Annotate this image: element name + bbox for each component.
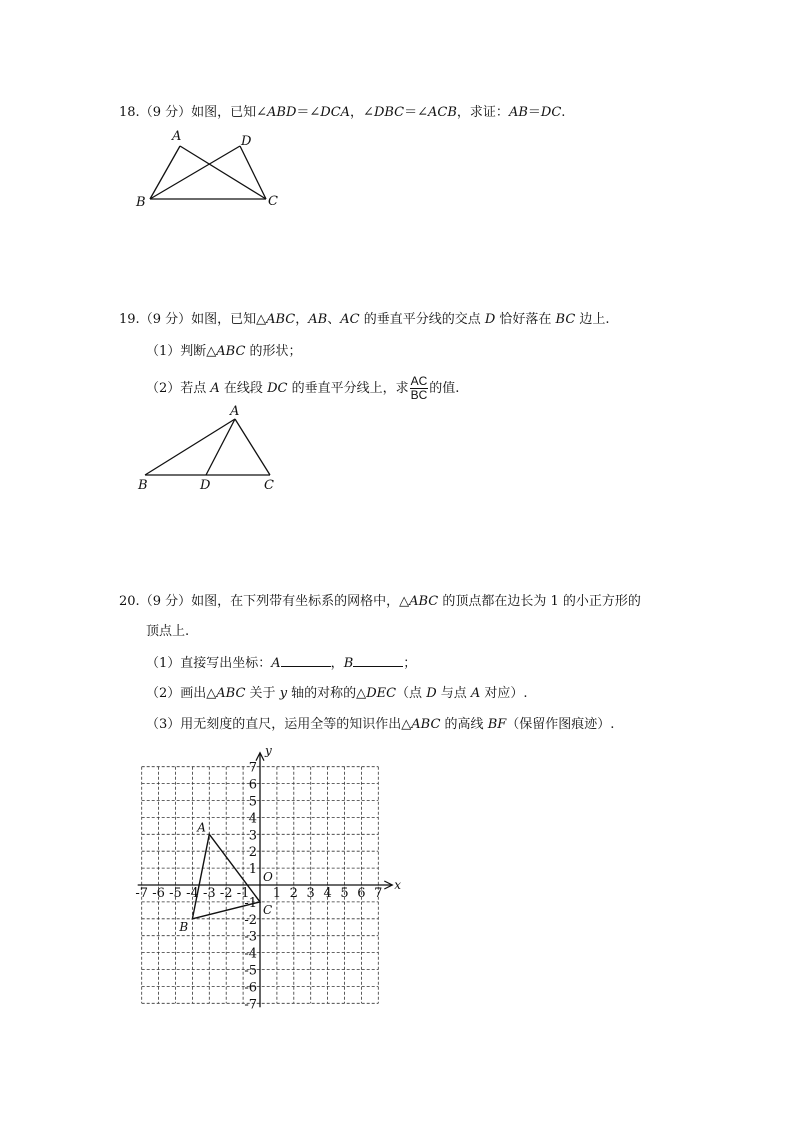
q18-label-D: D <box>241 134 252 149</box>
q18-label-A: A <box>172 129 182 144</box>
q20-sub2 <box>146 685 528 703</box>
x-axis-label: x <box>394 878 402 892</box>
q18-figure <box>130 128 290 218</box>
x-tick-label: 3 <box>306 886 315 901</box>
q20-sub2-d: y <box>279 686 288 701</box>
x-tick-label: 4 <box>323 886 332 901</box>
q20-p1: 如图，在下列带有坐标系的网格中，△ <box>191 594 410 609</box>
x-tick-label: 1 <box>272 886 282 901</box>
q20-sub1-a: （1）直接写出坐标： <box>146 656 272 671</box>
x-tick-label: 5 <box>340 886 349 901</box>
q19-seg-AC <box>235 419 270 475</box>
y-tick-label: -5 <box>244 963 257 979</box>
q18-prompt: 如图，已知∠ <box>191 105 267 120</box>
q19-label-B: B <box>138 478 148 493</box>
q19-p9: 恰好落在 <box>495 312 556 327</box>
q18-label-C: C <box>268 194 278 209</box>
q19-sub2-b: A <box>210 381 220 396</box>
q19-p5: 、 <box>327 312 341 327</box>
q18-t9: AB <box>508 105 528 120</box>
q19-label-D: D <box>200 478 211 493</box>
q18-number: 18. <box>119 105 140 120</box>
q20-sub2-j: A <box>470 686 481 701</box>
q18-seg-BA <box>150 146 180 199</box>
q20-sub2-f: DEC <box>366 686 397 701</box>
x-tick-label: -3 <box>202 886 216 901</box>
q19-sub2-d: DC <box>267 381 288 396</box>
x-tick-label: -4 <box>186 886 199 901</box>
q19-number: 19. <box>119 312 140 327</box>
q19-p7: 的垂直平分线的交点 <box>359 312 485 327</box>
q18-t2: ＝∠ <box>296 105 321 120</box>
q20-sub2-h: D <box>426 686 437 701</box>
q20-answer-blank-B[interactable] <box>353 654 403 667</box>
q19-p1: 如图，已知△ <box>191 312 267 327</box>
x-tick-label: 2 <box>289 886 298 901</box>
y-tick-label: -7 <box>244 997 257 1013</box>
y-tick-label: 1 <box>248 862 257 878</box>
x-tick-label: -7 <box>135 886 149 901</box>
y-tick-label: 3 <box>248 828 257 844</box>
q20-sub2-g: （点 <box>396 686 427 701</box>
q20-sub1-b: A <box>271 656 281 671</box>
x-tick-label: -1 <box>236 886 250 901</box>
q19-label-A: A <box>230 404 240 419</box>
q18-score: （9 分） <box>139 105 192 120</box>
q18-t3: DCA <box>320 105 351 120</box>
q20-score: （9 分） <box>139 594 192 609</box>
q20-sub3-e: （保留作图痕迹）. <box>506 717 615 732</box>
q20-p3: 的顶点都在边长为 1 的小正方形的 <box>438 594 641 609</box>
x-tick-label: 6 <box>357 886 366 901</box>
q20-p4: 顶点上. <box>146 624 190 639</box>
y-tick-label: 6 <box>248 777 257 793</box>
y-tick-label: 5 <box>248 794 257 810</box>
q19-sub2-e: 的垂直平分线上，求 <box>287 381 409 396</box>
q19-seg-BA <box>145 419 235 475</box>
q18-t4: ，∠ <box>350 105 374 120</box>
q20-sub3-d: BF <box>487 717 507 732</box>
q19-p2: ABC <box>266 312 296 327</box>
q20-number: 20. <box>119 594 140 609</box>
q19-sub1-a: （1）判断△ <box>146 344 217 359</box>
q20-sub3 <box>146 716 614 734</box>
y-tick-label: -2 <box>244 912 257 928</box>
y-tick-label: -3 <box>244 929 257 945</box>
q19-sub2-c: 在线段 <box>219 381 268 396</box>
q18-t7: ACB <box>428 105 457 120</box>
q19-score: （9 分） <box>139 312 192 327</box>
vertex-label-B: B <box>179 919 189 934</box>
y-tick-label: -1 <box>244 895 257 911</box>
y-tick-label: 4 <box>248 811 257 827</box>
q18-t8: ，求证： <box>456 105 509 120</box>
q20-sub2-a: （2）画出△ <box>146 686 217 701</box>
q19-sub1-c: 的形状； <box>245 344 302 359</box>
q19-frac-den: BC <box>410 388 428 402</box>
q19-p8: D <box>484 312 496 327</box>
q19-text <box>119 311 610 329</box>
q20-text <box>119 593 641 611</box>
q20-sub2-c: 关于 <box>245 686 280 701</box>
q19-figure <box>132 402 292 492</box>
q19-p3: ， <box>295 312 309 327</box>
q20-coordinate-grid <box>130 740 402 1013</box>
vertex-label-C: C <box>263 902 273 917</box>
q20-p2: ABC <box>409 594 439 609</box>
q19-p11: 边上. <box>575 312 610 327</box>
y-axis-label: y <box>265 743 272 758</box>
x-tick-label: -5 <box>169 886 182 901</box>
y-tick-label: -4 <box>244 946 257 962</box>
q18-t12: . <box>561 105 566 120</box>
q19-sub1-b: ABC <box>216 344 246 359</box>
q20-answer-blank-A[interactable] <box>281 654 331 667</box>
q19-p4: AB <box>308 312 328 327</box>
x-tick-label: -2 <box>219 886 233 901</box>
q20-sub2-b: ABC <box>216 686 246 701</box>
q20-text-cont <box>146 623 189 641</box>
q18-t5: DBC <box>373 105 405 120</box>
q19-label-C: C <box>264 478 274 493</box>
q18-label-B: B <box>136 195 146 210</box>
q19-sub1 <box>146 343 302 361</box>
q20-sub3-a: （3）用无刻度的直尺，运用全等的知识作出△ <box>146 717 412 732</box>
q18-seg-BD <box>150 146 240 199</box>
q20-sub2-i: 与点 <box>436 686 471 701</box>
q20-sub1-e: ； <box>403 656 417 671</box>
y-tick-label: -6 <box>244 980 257 996</box>
q20-sub3-b: ABC <box>411 717 441 732</box>
q20-sub1 <box>146 654 416 673</box>
q19-frac-num: AC <box>410 374 428 388</box>
q20-sub1-d: B <box>343 656 354 671</box>
q18-t11: DC <box>540 105 562 120</box>
q20-sub3-c: 的高线 <box>440 717 488 732</box>
q18-t6: ＝∠ <box>404 105 429 120</box>
q20-sub1-c: ， <box>330 656 344 671</box>
q19-fraction <box>410 375 429 402</box>
q18-t1: ABD <box>267 105 297 120</box>
q19-p6: AC <box>340 312 360 327</box>
q20-sub2-e: 轴的对称的△ <box>287 686 367 701</box>
vertex-label-A: A <box>197 820 206 835</box>
x-tick-label: -6 <box>152 886 165 901</box>
origin-label: O <box>263 870 273 884</box>
q19-sub2-f: 的值. <box>429 381 460 396</box>
q19-sub2-a: （2）若点 <box>146 381 211 396</box>
q20-sub2-k: 对应）. <box>480 686 528 701</box>
x-tick-label: 7 <box>374 886 383 901</box>
q18-t10: ＝ <box>527 105 541 120</box>
q18-text <box>119 104 565 122</box>
y-tick-label: 2 <box>248 845 257 861</box>
y-tick-label: 7 <box>248 760 257 776</box>
q19-p10: BC <box>555 312 576 327</box>
